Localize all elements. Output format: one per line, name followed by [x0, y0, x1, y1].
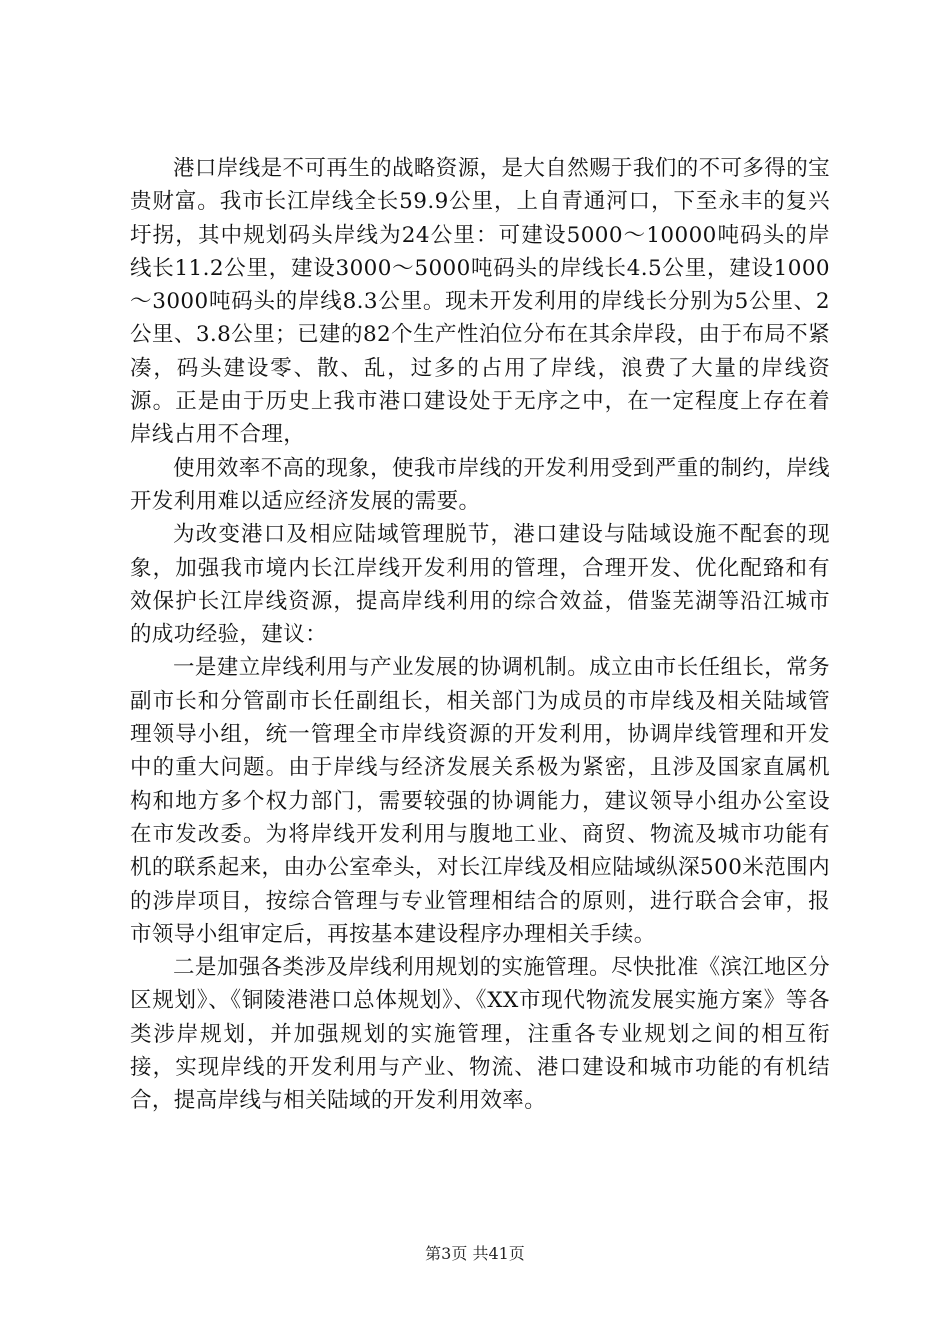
- paragraph-5: 二是加强各类涉及岸线利用规划的实施管理。尽快批准《滨江地区分区规划》、《铜陵港港口总体规划》、《XX市现代物流发展实施方案》等各类涉岸规划，并加强规划的实施管理，注重各专业规划之间的相互衔接，实现岸线的开发利用与产业、物流、港口建设和城市功能的有机结合，提高岸线与相关陆域的开发利用效率。: [130, 955, 831, 1114]
- document-body: [130, 152, 830, 1118]
- paragraph-2: 使用效率不高的现象，使我市岸线的开发利用受到严重的制约，岸线开发利用难以适应经济发展的需要。: [130, 455, 831, 514]
- paragraph-1: 港口岸线是不可再生的战略资源，是大自然赐于我们的不可多得的宝贵财富。我市长江岸线全长59.9公里，上自青通河口，下至永丰的复兴圩拐，其中规划码头岸线为24公里：可建设5000～10000吨码头的岸线长11.2公里，建设3000～5000吨码头的岸线长4.5公里，建设1000～3000吨码头的岸线8.3公里。现未开发利用的岸线长分别为5公里、2公里、3.8公里；已建的82个生产性泊位分布在其余岸段，由于布局不紧凑，码头建设零、散、乱，过多的占用了岸线，浪费了大量的岸线资源。正是由于历史上我市港口建设处于无序之中，在一定程度上存在着岸线占用不合理，: [130, 156, 831, 448]
- paragraph-3: 为改变港口及相应陆域管理脱节，港口建设与陆域设施不配套的现象，加强我市境内长江岸线开发利用的管理，合理开发、优化配臵和有效保护长江岸线资源，提高岸线利用的综合效益，借鉴芜湖等沿江城市的成功经验，建议：: [130, 522, 830, 648]
- paragraph-4: 一是建立岸线利用与产业发展的协调机制。成立由市长任组长，常务副市长和分管副市长任副组长，相关部门为成员的市岸线及相关陆域管理领导小组，统一管理全市岸线资源的开发利用，协调岸线管理和开发中的重大问题。由于岸线与经济发展关系极为紧密，且涉及国家直属机构和地方多个权力部门，需要较强的协调能力，建议领导小组办公室设在市发改委。为将岸线开发利用与腹地工业、商贸、物流及城市功能有机的联系起来，由办公室牵头，对长江岸线及相应陆域纵深500米范围内的涉岸项目，按综合管理与专业管理相结合的原则，进行联合会审，报市领导小组审定后，再按基本建设程序办理相关手续。: [130, 655, 831, 947]
- page-number-footer: 第3页 共41页: [425, 1244, 525, 1263]
